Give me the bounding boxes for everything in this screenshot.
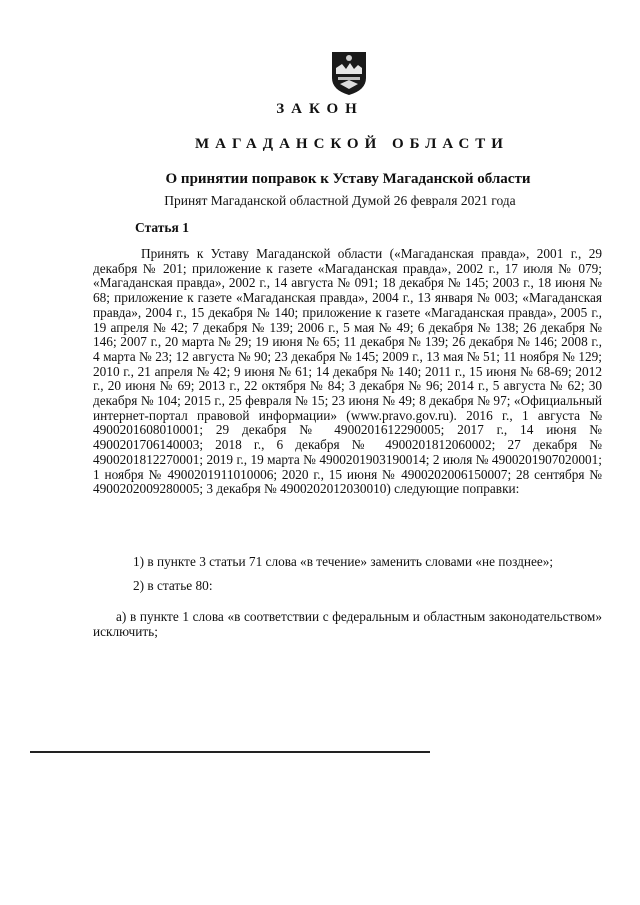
article-heading: Статья 1 [135,220,189,235]
amendment-item-2: 2) в статье 80: [133,578,213,593]
amendment-item-1: 1) в пункте 3 статьи 71 слова «в течение» заменить словами «не позднее»; [133,554,554,569]
adoption-line: Принят Магаданской областной Думой 26 февраля 2021 года [164,193,516,208]
coat-of-arms-icon [330,50,368,96]
law-title: ЗАКОН [276,101,364,117]
amendment-item-2a: а) в пункте 1 слова «в соответствии с федеральным и областным законодательством» исключить; [93,609,602,639]
region-title: МАГАДАНСКОЙ ОБЛАСТИ [195,136,509,152]
article-intro-paragraph: Принять к Уставу Магаданской области («Магаданская правда», 2001 г., 29 декабря № 201; приложение к газете «Магаданская правда», 2002 г., 17 июля № 079; «Магаданская правда», 2002 г., 14 августа № 091; 18 декабря № 145; 2003 г., 18 июня № 68; приложение к газете «Магаданская правда», 2004 г., 13 января № 003; «Магаданская правда», 2004 г., 15 декабря № 140; приложение к газете «Магаданская правда», 2005 г., 19 апреля № 42; 7 декабря № 139; 2006 г., 5 мая № 49; 6 декабря № 138; 26 декабря № 146; 2007 г., 20 марта № 29; 19 июня № 65; 11 декабря № 139; 26 декабря № 146; 2008 г., 4 марта № 23; 12 августа № 90; 23 декабря № 145; 2009 г., 13 мая № 51; 11 ноября № 129; 2010 г., 21 апреля № 42; 9 июня № 61; 14 декабря № 140; 2011 г., 15 июня № 68-69; 2012 г., 20 июня № 69; 2013 г., 22 октября № 84; 3 декабря № 96; 2014 г., 5 августа № 62; 30 декабря № 104; 2015 г., 25 февраля № 15; 23 июня № 49; 8 декабря № 97; «Официальный интернет-портал правовой информации» (www.pravo.gov.ru). 2016 г., 1 августа № 4900201608010001; 29 декабря № 4900201612290005; 2017 г., 14 июня № 4900201706140003; 2018 г., 6 декабря № 4900201812060002; 27 декабря № 4900201812270001; 2019 г., 19 марта № 4900201903190014; 2 июля № 4900201907020001; 1 ноября № 4900201911010006; 2020 г., 15 июня № 4900202006150007; 28 сентября № 4900202009280005; 3 декабря № 4900202012030010) следующие поправки: [93,246,602,497]
footer-divider [30,751,430,753]
law-subject: О принятии поправок к Уставу Магаданской области [165,171,531,187]
